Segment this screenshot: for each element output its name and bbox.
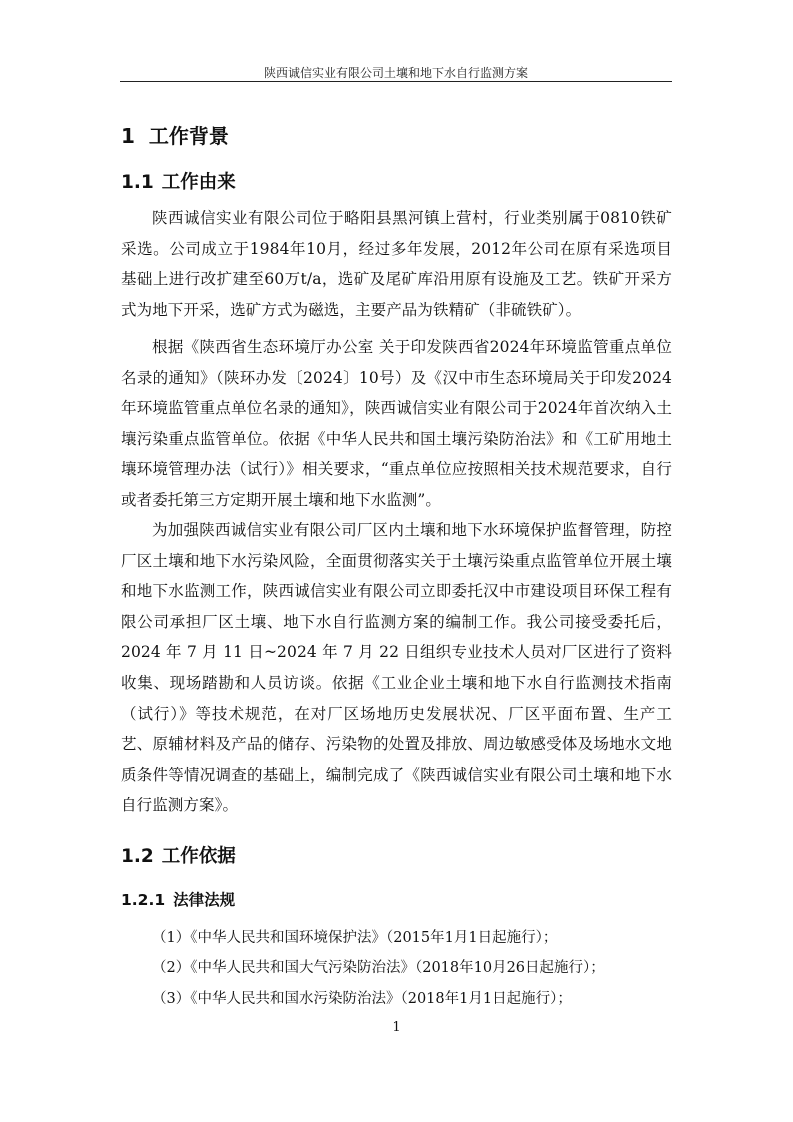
- section-number: 1.2: [121, 846, 154, 867]
- paragraph-basis: 根据《陕西省生态环境厅办公室 关于印发陕西省2024年环境监管重点单位名录的通知》（陕环办发〔2024〕10号）及《汉中市生态环境局关于印发2024年环境监管重点单位名录的通知》，陕西诚信实业有限公司于2024年首次纳入土壤污染重点监管单位。依据《中华人民共和国土壤污染防治法》和《工矿用地土壤环境管理办法（试行）》相关要求，“重点单位应按照相关技术规范要求，自行或者委托第三方定期开展土壤和地下水监测”。: [121, 338, 672, 509]
- section-heading-1-2: [121, 842, 236, 868]
- section-title: 法律法规: [173, 891, 236, 909]
- section-number: 1.1: [121, 172, 154, 193]
- section-title: 工作依据: [161, 846, 236, 867]
- law-list-item: （1）《中华人民共和国环境保护法》（2015年1月1日起施行）；: [152, 930, 558, 946]
- law-list-item: （2）《中华人民共和国大气污染防治法》（2018年10月26日起施行）；: [152, 960, 605, 976]
- section-title: 工作由来: [161, 172, 236, 193]
- page-header: 陕西诚信实业有限公司土壤和地下水自行监测方案: [263, 66, 528, 80]
- paragraph-scope: 为加强陕西诚信实业有限公司厂区内土壤和地下水环境保护监督管理，防控厂区土壤和地下水污染风险，全面贯彻落实关于土壤污染重点监管单位开展土壤和地下水监测工作，陕西诚信实业有限公司立即委托汉中市建设项目环保工程有限公司承担厂区土壤、地下水自行监测方案的编制工作。我公司接受委托后，2024 年 7 月 11 日~2024 年 7 月 22 日组织专业技术人员对厂区进行了资料收集、现场踏勘和人员访谈。依据《工业企业土壤和地下水自行监测技术指南（试行）》等技术规范，在对厂区场地历史发展状况、厂区平面布置、生产工艺、原辅材料及产品的储存、污染物的处置及排放、周边敏感受体及场地水文地质条件等情况调查的基础上，编制完成了《陕西诚信实业有限公司土壤和地下水自行监测方案》。: [121, 521, 672, 815]
- law-list-item: （3）《中华人民共和国水污染防治法》（2018年1月1日起施行）；: [152, 991, 572, 1007]
- paragraph-origin: 陕西诚信实业有限公司位于略阳县黑河镇上营村，行业类别属于0810铁矿采选。公司成立于1984年10月，经过多年发展，2012年公司在原有采选项目基础上进行改扩建至60万t/a，选矿及尾矿库沿用原有设施及工艺。铁矿开采方式为地下开采，选矿方式为磁选，主要产品为铁精矿（非硫铁矿）。: [121, 209, 672, 319]
- section-number: 1: [121, 124, 135, 148]
- section-heading-1: [121, 120, 229, 149]
- section-heading-1-2-1: [121, 888, 235, 910]
- section-number: 1.2.1: [121, 891, 166, 909]
- section-title: 工作背景: [148, 124, 229, 148]
- section-heading-1-1: [121, 168, 236, 194]
- header-divider: [120, 81, 672, 82]
- page-number: 1: [392, 1020, 401, 1035]
